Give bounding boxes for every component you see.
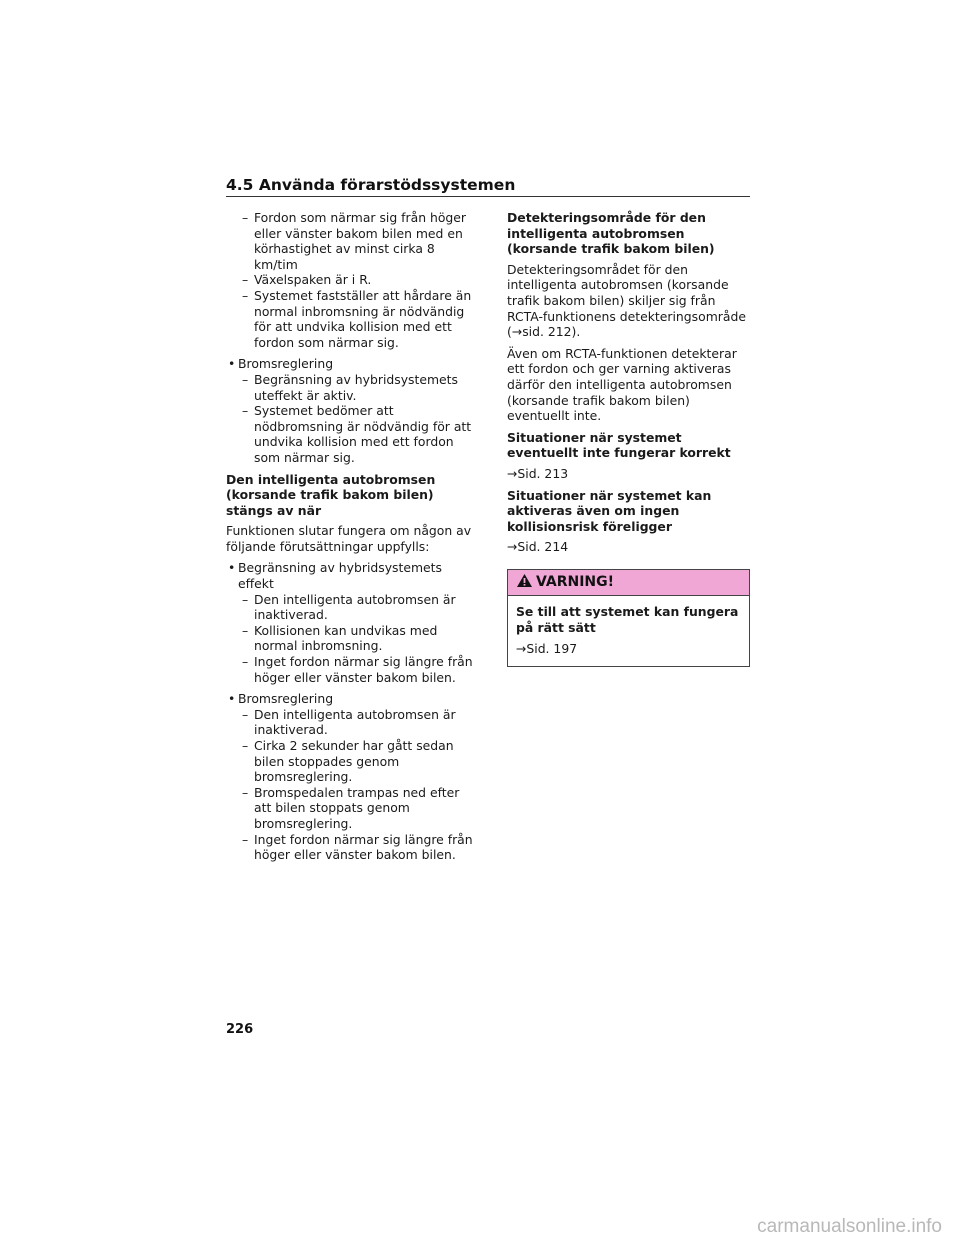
list-item: – Kollisionen kan undvikas med normal inbromsning. [226, 623, 474, 654]
list-item: – Den intelligenta autobromsen är inaktiverad. [226, 592, 474, 623]
section-header: 4.5 Använda förarstödssystemen [226, 176, 750, 197]
left-column [226, 210, 474, 863]
paragraph: Även om RCTA-funktionen detekterar ett fordon och ger varning aktiveras därför den intelligenta autobromsen (korsande trafik bakom bilen) eventuellt inte. [507, 345, 737, 424]
list-item: – Den intelligenta autobromsen är inaktiverad. [226, 707, 474, 738]
watermark: carmanualsonline.info [757, 1216, 942, 1237]
page-reference: →Sid. 214 [507, 539, 569, 555]
paragraph: Detekteringsområdet för den intelligenta autobromsen (korsande trafik bakom bilen) skiljer sig från RCTA-funktionens detekteringsområde (→sid. 212). [507, 261, 746, 340]
warning-triangle-icon [516, 573, 533, 593]
heading-autobrake-off: Den intelligenta autobromsen (korsande trafik bakom bilen) stängs av när [226, 471, 436, 518]
paragraph: Funktionen slutar fungera om någon av följande förutsättningar uppfylls: [226, 523, 472, 554]
list-item: – Växelspaken är i R. [226, 272, 474, 288]
bullet-item: • Bromsreglering [226, 356, 474, 372]
heading-false-activation: Situationer när systemet kan aktiveras även om ingen kollisionsrisk föreligger [507, 487, 712, 534]
list-item: – Inget fordon närmar sig längre från höger eller vänster bakom bilen. [226, 654, 474, 685]
list-item: – Fordon som närmar sig från höger eller vänster bakom bilen med en körhastighet av minst cirka 8 km/tim [226, 210, 474, 272]
page-number: 226 [226, 1022, 254, 1037]
list-item: – Systemet bedömer att nödbromsning är nödvändig för att undvika kollision med ett fordon som närmar sig. [226, 403, 474, 465]
bullet-item: • Bromsreglering [226, 691, 474, 707]
page-reference: →Sid. 213 [507, 465, 569, 481]
list-item: – Begränsning av hybridsystemets uteffekt är aktiv. [226, 372, 474, 403]
warning-title: VARNING! [536, 573, 615, 590]
warning-heading: Se till att systemet kan fungera på rätt sätt [516, 604, 739, 636]
list-item: – Inget fordon närmar sig längre från höger eller vänster bakom bilen. [226, 832, 474, 863]
bullet-item: • Begränsning av hybridsystemets effekt [226, 560, 474, 591]
warning-box [507, 569, 750, 667]
list-item: – Bromspedalen trampas ned efter att bilen stoppats genom bromsreglering. [226, 785, 474, 832]
warning-header [508, 570, 749, 597]
page-reference: →Sid. 197 [516, 640, 578, 656]
right-column [507, 210, 750, 667]
list-item: – Systemet fastställer att hårdare än normal inbromsning är nödvändig för att undvika kollision med ett fordon som närmar sig. [226, 288, 474, 350]
heading-malfunction: Situationer när systemet eventuellt inte fungerar korrekt [507, 429, 731, 461]
list-item: – Cirka 2 sekunder har gått sedan bilen stoppades genom bromsreglering. [226, 738, 474, 785]
heading-detection-area: Detekteringsområde för den intelligenta autobromsen (korsande trafik bakom bilen) [507, 210, 715, 257]
warning-body [508, 596, 749, 666]
